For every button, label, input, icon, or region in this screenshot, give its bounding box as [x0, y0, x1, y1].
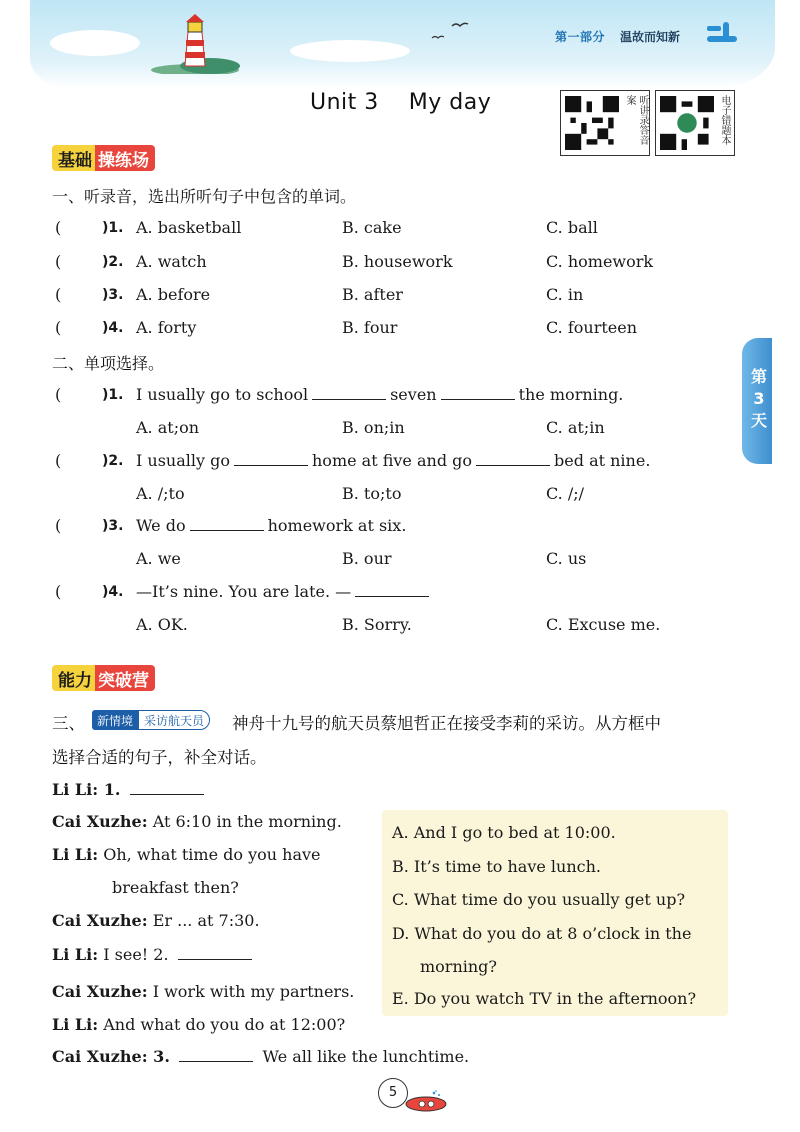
page-number: 5 [378, 1078, 408, 1108]
dialogue-line: Cai Xuzhe: I work with my partners. [52, 982, 355, 1001]
qr-listen-label: 听讲录答音案 [624, 95, 648, 145]
item-number: )2. [102, 254, 124, 270]
new-context-tag [92, 709, 210, 731]
option-item: B. It’s time to have lunch. [392, 857, 601, 876]
dialogue-line: breakfast then? [112, 878, 239, 897]
answer-blank[interactable] [312, 386, 386, 400]
answer-blank[interactable] [441, 386, 515, 400]
option-b: B. to;to [342, 484, 402, 503]
option-c: C. in [546, 285, 584, 304]
badge-part-b: 突破营 [95, 665, 155, 691]
part3-intro-line1: 神舟十九号的航天员蔡旭哲正在接受李莉的采访。从方框中 [232, 714, 661, 733]
cloud-decoration [290, 40, 410, 62]
tag-interview: 采访航天员 [138, 710, 210, 730]
item-number: )4. [102, 320, 124, 336]
option-item: C. What time do you usually get up? [392, 890, 686, 909]
tag-new-context: 新情境 [92, 710, 138, 730]
dialogue-line: Li Li: And what do you do at 12:00? [52, 1015, 346, 1034]
option-item: A. And I go to bed at 10:00. [392, 823, 616, 842]
part1-heading: 一、听录音，选出所听句子中包含的单词。 [52, 187, 357, 206]
answer-blank[interactable] [476, 452, 550, 466]
option-a: A. forty [136, 318, 197, 337]
answer-bracket[interactable]: ( [55, 451, 62, 470]
dialogue-line: Cai Xuzhe: At 6:10 in the morning. [52, 812, 342, 831]
option-a: A. OK. [136, 615, 188, 634]
answer-bracket[interactable]: ( [55, 318, 62, 337]
answer-bracket[interactable]: ( [55, 252, 62, 271]
option-c: C. Excuse me. [546, 615, 661, 634]
answer-bracket[interactable]: ( [55, 516, 62, 535]
item-number: )1. [102, 387, 124, 403]
review-label: 温故而知新 [620, 30, 681, 44]
option-a: A. before [136, 285, 211, 304]
option-b: B. four [342, 318, 398, 337]
qr-mistakes-label: 电子错题本 [719, 95, 730, 145]
answer-blank[interactable] [130, 781, 204, 795]
badge-part-a: 能力 [52, 665, 95, 691]
option-c: C. at;in [546, 418, 605, 437]
day-tab-label: 第3天 [750, 367, 767, 430]
badge-part-a: 基础 [52, 145, 95, 171]
item-number: )4. [102, 584, 124, 600]
option-b: B. on;in [342, 418, 405, 437]
part3-prefix: 三、 [52, 714, 85, 733]
answer-blank[interactable] [355, 583, 429, 597]
answer-bracket[interactable]: ( [55, 285, 62, 304]
option-c: C. ball [546, 218, 598, 237]
dialogue-line: Li Li: I see! 2. [52, 945, 256, 964]
option-item: E. Do you watch TV in the afternoon? [392, 989, 697, 1008]
option-a: A. we [136, 549, 181, 568]
question-sentence: I usually go home at five and go bed at nine. [136, 451, 651, 470]
qr-code-mistakes[interactable] [655, 90, 735, 156]
cloud-decoration [50, 30, 140, 56]
option-b: B. our [342, 549, 392, 568]
dialogue-line: Cai Xuzhe: 3. We all like the lunchtime. [52, 1047, 470, 1066]
option-a: A. basketball [136, 218, 242, 237]
answer-blank[interactable] [234, 452, 308, 466]
dialogue-line: Li Li: Oh, what time do you have [52, 845, 321, 864]
bird-icon [430, 20, 470, 42]
badge-part-b: 操练场 [95, 145, 155, 171]
answer-blank[interactable] [179, 1048, 253, 1062]
option-c: C. /;/ [546, 484, 585, 503]
option-item: D. What do you do at 8 o’clock in the [392, 924, 692, 943]
option-item: morning? [420, 957, 497, 976]
qr-code-icon [565, 95, 619, 151]
dialogue-line: Li Li: 1. [52, 780, 208, 799]
part2-heading: 二、单项选择。 [52, 354, 165, 373]
option-a: A. at;on [136, 418, 200, 437]
answer-bracket[interactable]: ( [55, 218, 62, 237]
qr-code-icon [660, 95, 714, 151]
part3-intro-line2: 选择合适的句子，补全对话。 [52, 748, 267, 767]
item-number: )1. [102, 220, 124, 236]
answer-bracket[interactable]: ( [55, 582, 62, 601]
section-badge-ability [52, 665, 155, 691]
dialogue-line: Cai Xuzhe: Er ... at 7:30. [52, 911, 260, 930]
item-number: )2. [102, 453, 124, 469]
option-c: C. homework [546, 252, 654, 271]
section-label: 第一部分 [555, 30, 606, 44]
option-b: B. housework [342, 252, 453, 271]
option-a: A. watch [136, 252, 207, 271]
answer-blank[interactable] [190, 517, 264, 531]
question-sentence: I usually go to school seven the morning. [136, 385, 624, 404]
answer-blank[interactable] [178, 946, 252, 960]
option-c: C. us [546, 549, 587, 568]
answer-bracket[interactable]: ( [55, 385, 62, 404]
section-badge-basic [52, 145, 155, 171]
option-a: A. /;to [136, 484, 185, 503]
option-b: B. after [342, 285, 403, 304]
option-b: B. Sorry. [342, 615, 412, 634]
lighthouse-icon [150, 14, 240, 74]
question-sentence: We do homework at six. [136, 516, 407, 535]
header-brand-icon [705, 22, 739, 48]
page-title: Unit 3 My day [310, 90, 492, 115]
question-sentence: —It’s nine. You are late. — [136, 582, 433, 601]
option-c: C. fourteen [546, 318, 638, 337]
qr-code-listen[interactable] [560, 90, 650, 156]
submarine-icon [400, 1090, 448, 1112]
item-number: )3. [102, 287, 124, 303]
item-number: )3. [102, 518, 124, 534]
option-b: B. cake [342, 218, 402, 237]
